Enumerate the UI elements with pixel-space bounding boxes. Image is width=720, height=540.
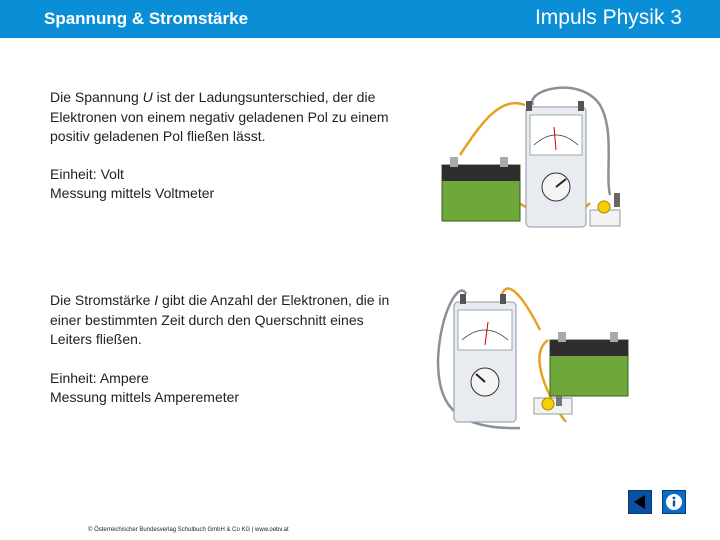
current-symbol: I	[154, 292, 159, 308]
voltage-symbol: U	[142, 89, 153, 105]
info-button[interactable]	[662, 490, 686, 514]
brand-name: Impuls Physik 3	[534, 6, 682, 29]
header-bar	[0, 0, 720, 38]
copyright-footer: © Österreichischer Bundesverlag Schulbuch GmbH & Co KG | www.oebv.at	[88, 527, 289, 533]
info-icon	[663, 491, 685, 513]
previous-button[interactable]	[628, 490, 652, 514]
current-measure: Messung mittels Amperemeter	[50, 389, 240, 405]
amperemeter-illustration	[430, 280, 640, 440]
current-definition: Die Stromstärke I gibt die Anzahl der Elektronen, die in einer bestimmten Zeit durch den Querschnitt eines Leiters fließen.	[50, 292, 390, 347]
current-unit: Einheit: Ampere	[50, 370, 149, 386]
page-title: Spannung & Stromstärke	[44, 9, 249, 28]
voltage-unit: Einheit: Volt	[50, 166, 124, 182]
voltmeter-illustration	[430, 85, 640, 235]
voltage-measure: Messung mittels Voltmeter	[50, 185, 215, 201]
triangle-left-icon	[629, 491, 651, 513]
voltage-definition: Die Spannung U ist der Ladungsunterschied, der die Elektronen von einem negativ geladenen Pol zu einem positiv geladenen Pol fließen lässt.	[50, 89, 389, 144]
